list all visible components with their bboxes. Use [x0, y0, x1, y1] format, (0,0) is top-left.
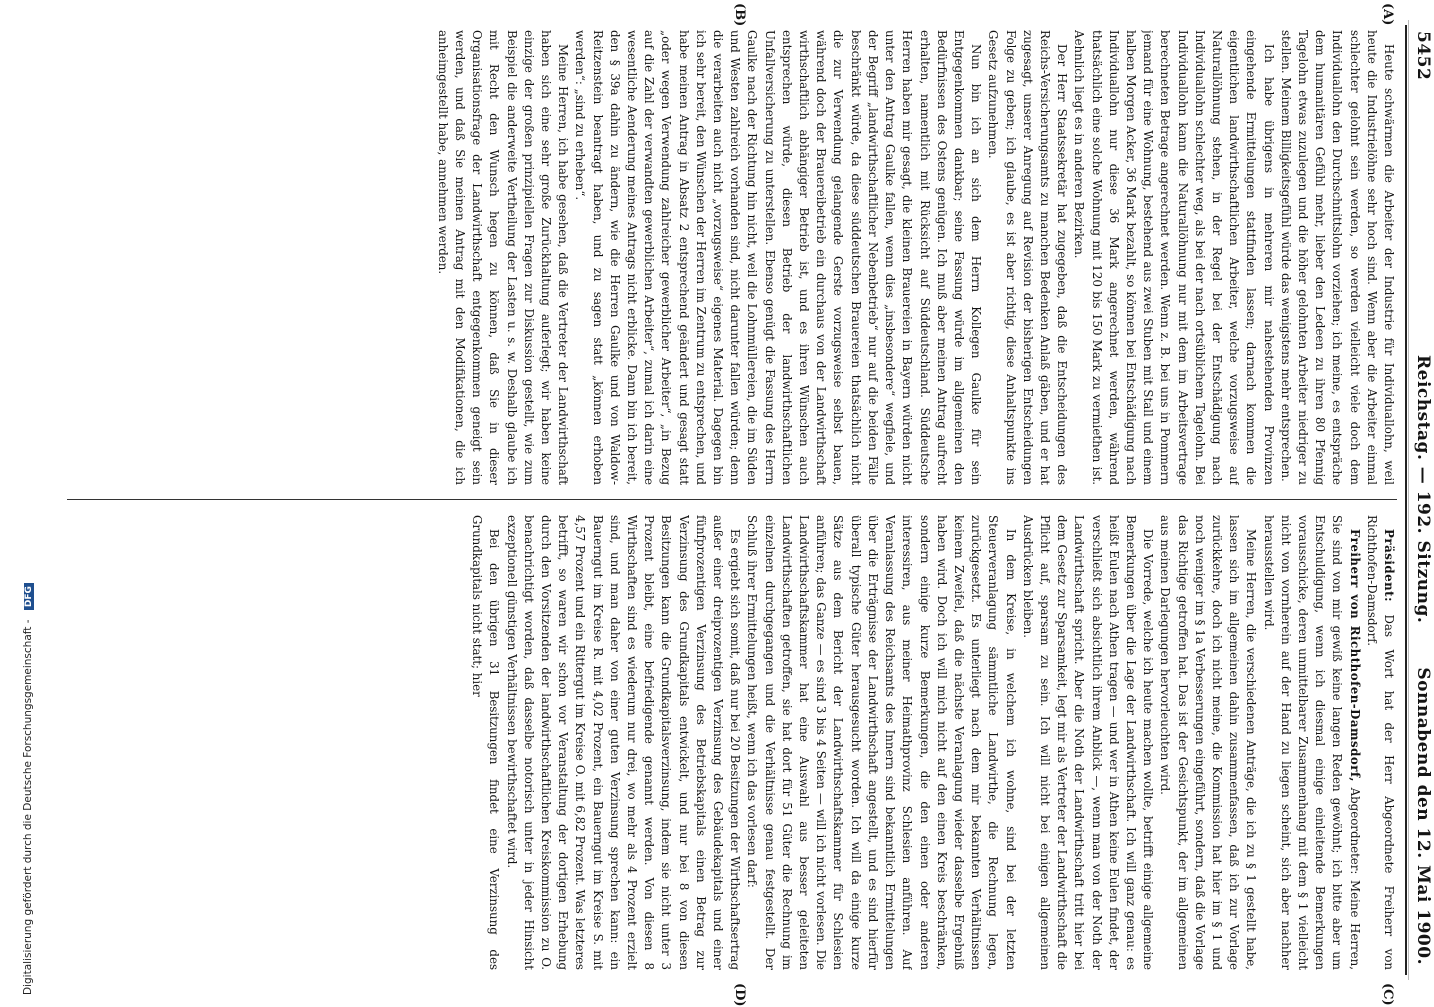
- column-divider: [67, 499, 1397, 500]
- page-number: 5452: [1413, 31, 1433, 81]
- margin-marker-a: (A): [1380, 3, 1395, 26]
- quoted-paragraph: Es ergiebt sich somit, daß nur bei 20 Besitzungen der Wirthschaftsertrag außer einer dreiprozentigen Verzinsung des Gebäudekapitals und einer fünfprozentigen Verzinsung des Betriebskapitals einen Betrag zur Verzinsung des Grundkapitals entwickelt, und nur bei 8 von diesen Besitzungen kann die Grundkapitalsverzinsung, indem sie nicht unter 3 Prozent bleibt, eine befriedigende genannt werden. Von diesen 8 Wirthschaften sind es wiederum nur drei, wo mehr als 4 Prozent erzielt sind, und man daher von einer guten Verzinsung sprechen kann: ein Bauerngut im Kreise R. mit 4,02 Prozent, ein Bauerngut im Kreise S. mit 4,57 Prozent und ein Rittergut im Kreise O. mit 6,82 Prozent. Was letzteres betrifft, so waren wir schon vor Veranstaltung der dortigen Erhebung durch den Vorsitzenden der landwirthschaftlichen Kreiskommission zu O. benachrichtigt worden, daß dasselbe notorisch unter in jeder Hinsicht exzeptionell günstigen Verhältnissen bewirthschaftet wird.: [504, 515, 743, 970]
- paragraph: Heute schwärmen die Arbeiter der Industrie für Individuallohn, weil heute die Industrielöhne sehr hoch sind. Wenn aber die Arbeiter einmal schlechter gelohnt sein werden, so werden vielleicht viele doch dem Individuallohn den Durchschnittslohn vorziehen; ich meine, es entspräche dem humanitären Gefühl mehr, lieber den Ledeen zu ihren 80 Pfennig Tagelohn etwas zuzulegen und die höher gelohnten Arbeiter niedriger zu stellen. Meinem Billigkeitsgefühl würde das wenigstens mehr entsprechen.: [1278, 30, 1396, 485]
- speaker-text: Abgeordneter: Meine Herren, Sie sind von mir gewiß keine langen Reden gewöhnt; ich bitte aber um Entschuldigung, wenn ich diesmal einige einleitende Bemerkungen vorausschicke, deren unmittelbarer Zusammenhang mit dem § 1 vielleicht nicht von vornherein auf der Hand zu liegen scheint, sich aber nachher herausstellen wird.: [1261, 515, 1362, 970]
- margin-marker-c: (C): [1380, 983, 1395, 1006]
- dfg-logo: DFG: [24, 583, 34, 610]
- session-date: Sonnabend den 12. Mai 1900.: [1413, 667, 1433, 965]
- paragraph: In dem Kreise, in welchem ich wohne, sind bei der letzten Steuerveranlagung sämmtliche Landwirthe, die Rechnung legen, zurückgesetzt. Es unterliegt nach dem mir bekannten Verhältnissen keinem Zweifel, daß die nächste Veranlagung wieder dasselbe Ergebniß haben wird. Doch ich will mich nicht auf den einen Kreis beschränken, sondern einige kurze Bemerkungen, die den einen oder anderen interessiren, aus meiner Heimathprovinz Schlesien anführen. Auf Veranlassung des Reichsamts des Innern sind bekanntlich Ermittelungen über die Erträgnisse der Landwirthschaft angestellt, und es sind hierfür überall typische Güter herausgesucht worden. Ich will da einige kurze Sätze aus dem Bericht der Landwirthschaftskammer für Schlesien anführen; das Ganze — es sind 3 bis 4 Seiten — will ich nicht vorlesen. Die Landwirthschaftskammer hat eine Auswahl aus besser geleiteten Landwirthschaften getroffen, sie hat dort für 51 Güter die Rechnung im einzelnen durchgegangen und die Verhältnisse genau festgestellt. Der Schluß ihrer Ermittelungen heißt, wenn ich das vorlesen darf:: [745, 515, 1018, 970]
- digitization-footer: [10, 0, 34, 1000]
- paragraph: Die Vorrede, welche ich heute machen wollte, betrifft einige allgemeine Bemerkungen über die Lage der Landwirthschaft. Ich will ganz genau: es heißt Eulen nach Athen tragen — und wer in Athen keine Eulen findet, der verschließt sich absichtlich ihrem Anblick —, wenn man von der Noth der Landwirthschaft spricht. Aber die Noth der Landwirthschaft tritt hier bei dem Gesetz zur Sparsamkeit, legt mir als Vertreter der Landwirthschaft die Pflicht auf, sparsam zu sein. Ich will nicht bei einigen allgemeinen Ausdrücken bleiben.: [1020, 515, 1156, 970]
- left-column: [67, 30, 1397, 485]
- footer-text: Digitalisierung gefördert durch die Deutsche Forschungsgemeinschaft -: [22, 619, 34, 995]
- speaker-president: Präsident:: [1382, 529, 1396, 602]
- rotated-page-content: [57, 3, 1434, 1007]
- paragraph: Meine Herren, ich habe gesehen, daß die Vertreter der Landwirthschaft haben sich eine sehr große Zurückhaltung auferlegt; wir haben keine einzige der großen prinzipiellen Fragen zur Diskussion gestellt, wie zum Beispiel die anderweite Vertheilung der Lasten u. s. w. Deshalb glaube ich mit Recht den Wunsch hegen zu können, daß Sie in dieser Organisationsfrage der Landwirthschaft entgegenkommen geneigt sein werden, und daß Sie meinen Antrag mit den Modifikationen, die ich anheimgestellt habe, annehmen werden.: [435, 30, 571, 485]
- page-title: Reichstag. — 192. Sitzung.: [1413, 355, 1433, 624]
- scan-edge-line: [1408, 20, 1409, 980]
- paragraph: Der Herr Staatssekretär hat zugegeben, daß die Entscheidungen des Reichs-Versicherungsamts zu manchen Bedenken Anlaß gäben, und er hat zugesagt, unserer Anregung auf Revision der bisherigen Entscheidungen Folge zu geben; ich glaube, es ist aber richtig, diese Anhaltspunkte ins Gesetz aufzunehmen.: [986, 30, 1070, 485]
- speaker-text: Das Wort hat der Herr Abgeordnete Freiherr von Richthofen-Damsdorf.: [1364, 515, 1396, 970]
- speaker-paragraph: [1363, 515, 1397, 970]
- paragraph: Ich habe übrigens in mehreren mir nahestehenden Provinzen eingehende Ermittelungen stattfinden lassen; darnach kommen die eigentlichen landwirthschaftlichen Arbeiter, welche vorzugsweise auf Naturallöhnung stehen, in der Regel bei der Entschädigung nach Individuallohn schlechter weg, als bei der nach ortsüblichem Tagelohn. Bei Individuallohn kann die Naturallöhnung nur mit dem im Arbeitsvertrage berechneten Betrage angerechnet werden. Wenn z. B. bei uns in Pommern jemand für eine Wohnung, bestehend aus zwei Stuben mit Stall und einem halben Morgen Acker, 36 Mark bezahlt, so können bei Entschädigung nach Individuallohn nur diese 36 Mark angerechnet werden, während thatsächlich eine solche Wohnung mit 120 bis 150 Mark zu vermiethen ist. Aehnlich liegt es in anderen Bezirken.: [1072, 30, 1276, 485]
- speaker-richthofen: Freiherr von Richthofen-Damsdorf,: [1347, 529, 1362, 782]
- margin-marker-d: (D): [732, 983, 747, 1007]
- running-head: [1405, 25, 1434, 975]
- paragraph: Nun bin ich an sich dem Herrn Kollegen Gaulke für sein Entgegenkommen dankbar; seine Fassung würde im allgemeinen den Bedürfnissen des Ostens genügen. Ich muß aber meinen Antrag aufrecht erhalten, namentlich mit Rücksicht auf Süddeutschland. Süddeutsche Herren haben mir gesagt, die kleinen Brauereien in Bayern würden nicht unter den Antrag Gaulke fallen, wenn dies „insbesondere“ wegfiele, und der Begriff „landwirthschaftlicher Nebenbetrieb“ nur auf die beiden Fälle beschränkt würde, da diese süddeutschen Brauereien thatsächlich nicht die zur Verwendung gelangende Gerste vorzugsweise selbst bauen, während doch der Brauereibetrieb ein durchaus von der Landwirthschaft wirthschaftlich abhängiger Betrieb ist, und es ihren Wünschen auch entsprechen würde, diesen Betrieb der landwirthschaftlichen Unfallversicherung zu unterstellen. Ebenso genügt die Fassung des Herrn Gaulke nach der Richtung hin nicht, weil die Lohnmüllereien, die im Süden und Westen zahlreich vorhanden sind, nicht darunter fallen würden; denn die verarbeiten auch nicht „vorzugsweise“ eigenes Material. Dagegen bin ich sehr bereit, den Wünschen der Herren im Zentrum zu entsprechen, und habe meinen Antrag in Absatz 2 entsprechend geändert und gesagt statt „oder wegen Verwendung zahlreicher gewerblicher Arbeiter“, „in Bezug auf die Zahl der verwandten gewerblichen Arbeiter“, zumal ich darin eine wesentliche Aenderung meines Antrags nicht erblicke. Dann bin ich bereit, den § 39a dahin zu ändern, wie die Herren Gaulke und von Waldow-Reitzenstein beantragt haben, und zu sagen statt „können erhoben werden“: „sind zu erheben“.: [573, 30, 984, 485]
- right-column: [67, 515, 1397, 970]
- paragraph: Meine Herren, die verschiedenen Anträge, die ich zu § 1 gestellt habe, lassen sich im allgemeinen dahin zusammenfassen, daß ich zur Vorlage zurückkehre, doch ich nicht meine, die Kommission hat hier im § 1 und noch weniger im § 1a Verbesserungen eingeführt, sondern, daß die Vorlage das Richtige getroffen hat. Das ist der Gesichtspunkt, der im allgemeinen aus meinen Darlegungen hervorleuchten wird.: [1158, 515, 1259, 970]
- margin-marker-b: (B): [732, 3, 747, 27]
- speaker-paragraph: [1259, 515, 1362, 970]
- paragraph: Bei den übrigen 31 Besitzungen findet eine Verzinsung des Grundkapitals nicht statt; hier: [470, 515, 502, 970]
